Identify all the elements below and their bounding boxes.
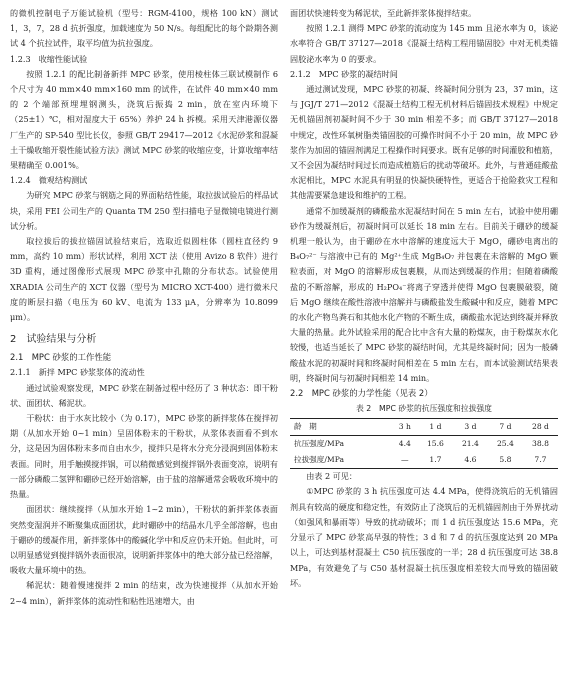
left-column	[10, 6, 278, 609]
table-cell: 21.4	[461, 439, 479, 449]
table-cell: 7.7	[534, 455, 547, 465]
paragraph: 稀泥状：随着慢速搅拌 2 min 的结束，改为快速搅拌（从加水开始 2~4 min），新拌浆体的流动性和粘性迅速增大，由	[10, 580, 278, 606]
paragraph: 按照 1.2.1 的配比制备新拌 MPC 砂浆，使用棱柱体三联试模制作 6 个尺寸为 40 mm×40 mm×160 mm 的试件，在试件 40 mm×40 mm 的 2 个端部预埋埋钢测头，浇筑后振捣 2 min，放在室内环境下（25±1）℃，相对湿度大于 65%）养护 24 h 拆模。采用天津港源仪器厂生产的 SP-540 型比长仪，参照 GB/T 29417—2012《水泥砂浆和混凝土干燥收缩开裂性能试验方法》测试 MPC 砂浆的收缩应变，计算收缩率结果精确至 0.001%。	[10, 68, 278, 171]
strength-table	[290, 418, 558, 469]
subsection-heading-2-1-2: 2.1.2 MPC 砂浆的凝结时间	[290, 68, 398, 79]
table-row	[290, 452, 558, 469]
table-header-cell: 28 d	[531, 422, 549, 432]
subsection-heading-1-2-3: 1.2.3 收缩性能试验	[10, 53, 88, 64]
paragraph: 由表 2 可见：	[306, 471, 357, 482]
table-caption: 表 2 MPC 砂浆的抗压强度和拉拔强度	[356, 404, 492, 414]
table-cell: —	[401, 455, 409, 465]
table-header-row	[290, 419, 558, 436]
right-column	[290, 6, 558, 591]
paragraph: 为研究 MPC 砂浆与钢筋之间的界面粘结性能，取拉拔试验后的样品试块，采用 FEI 公司生产的 Quanta TM 250 型扫描电子显微镜电镜进行测试分析。	[10, 190, 278, 231]
table-cell: 15.6	[426, 439, 444, 449]
paragraph: 的微机控制电子万能试验机（型号：RGM-4100，规格 100 kN）测试 1，3，7，28 d 抗折强度，加载速度为 50 N/s。每组配比的每个龄期各测试 4 个抗拉试件，取平均值为抗拉强度。	[10, 8, 278, 49]
table-cell: 1.7	[429, 455, 442, 465]
paragraph: 干粉状：由于水灰比较小（为 0.17），MPC 砂浆的新拌浆体在搅拌初期（从加水开始 0~1 min）呈固体粉末的干粉状，从浆体表面看不到水分，这是因为固体粉末多而自由水少，搅拌只是将水分充分浸润到固体粉末表面。同时，用手触摸搅拌锅，可以稍微感觉到搅拌锅外表面变凉，说明有一部分磷酸二氢钾和硼砂已经开始溶解，由于盐的溶解通常会吸收环境中的热量。	[10, 413, 278, 500]
paragraph: 通过测试发现，MPC 砂浆的初凝、终凝时间分别为 23，37 min，这与 JGJ/T 271—2012《混凝土结构工程无机材料后锚固技术规程》中规定无机锚固剂初凝时间不少于 30 min 相差不多；而 GB/T 37127—2018 中规定，改性环氧树脂类锚固胶的可操作时间不小于 20 min，故 MPC 砂浆作为加固的锚固剂满足工程操作时间要求。既有足够的时间灌胶和植筋，又不会因为凝结时间过长而造成植筋后的扰动等破坏。此外，与普通硅酸盐水泥相比，MPC 水泥具有明显的快凝快硬特性，更适合于抢险救灾工程和其他需要紧急建设和维护的工程。	[290, 84, 558, 201]
table-cell: 38.8	[532, 439, 549, 449]
table-header-cell: 龄 期	[294, 422, 317, 432]
paragraph: 面团状快速转变为稀泥状，至此新拌浆体搅拌结束。	[290, 8, 477, 18]
paragraph: 面团状：继续搅拌（从加水开始 1~2 min），干粉状的新拌浆体表面突然变湿润并不断聚集成面团状，此时硼砂中的结晶水几乎全部溶解，也由于硼砂的缓凝作用，新拌浆体中的酸碱化学中和反应仍未开始。但此时，可以明显感觉到搅拌锅外表面很凉，说明新拌浆体中的绝大部分盐已经溶解，吸收大量环境中的热。	[10, 504, 278, 576]
table-cell: 5.8	[499, 455, 512, 465]
table-header-cell: 3 h	[398, 422, 411, 432]
table-cell: 4.4	[398, 439, 411, 449]
table-cell: 拉拔强度/MPa	[294, 455, 345, 465]
subsection-heading-2-1-1: 2.1.1 新拌 MPC 砂浆浆体的流动性	[10, 367, 145, 378]
table-row	[290, 436, 558, 453]
table-cell: 4.6	[464, 455, 477, 465]
table-header-cell: 7 d	[499, 422, 512, 432]
table-cell: 抗压强度/MPa	[294, 439, 345, 449]
paragraph: 通过试验观察发现，MPC 砂浆在制备过程中经历了 3 种状态：即干粉状、面团状、稀泥状。	[10, 382, 278, 408]
paragraph: ①MPC 砂浆的 3 h 抗压强度可达 4.4 MPa，使得浇筑后的无机锚固剂具有较高的硬度和稳定性，有效防止了浇筑后的无机锚固剂由于外界扰动（如强风和暴雨等）导致的扰动破坏；而 1 d 抗压强度达 15.6 MPa，充分显示了 MPC 砂浆高早强的特性；3 d 和 7 d 的抗压强度达到 20 MPa 以上，可达到基材混凝土 C50 抗压强度的一半；28 d 抗压强度可达 38.8 MPa，有效避免了与 C50 基材混凝土抗压强度相差较大而导致的锚固破坏。	[290, 486, 558, 588]
section-heading-2: 2 试验结果与分析	[10, 334, 97, 346]
subsection-heading-1-2-4: 1.2.4 微观结构测试	[10, 175, 88, 186]
table-cell: 25.4	[496, 439, 514, 449]
table-header-cell: 1 d	[429, 422, 442, 432]
paragraph: 通常不加缓凝剂的磷酸盐水泥凝结时间在 5 min 左右，试验中使用硼砂作为缓凝剂后，初凝时间可以延长 18 min 左右。目前关于硼砂的缓凝机理一般认为，由于硼砂在水中溶解的速度远大于 MgO，硼砂电离出的 B₄O₇²⁻ 与溶液中已有的 Mg²⁺生成 MgB₄O₇ 并包裹在未溶解的 MgO 颗粒表面，对 MgO 的溶解形成包裹膜，从而达到缓凝的作用；但随着磷酸盐的不断溶解，形成的 H₂PO₄⁻将离子穿透并使得 MgO 包裹膜破裂，随后 MgO 继续在酸性溶液中溶解并与磷酸盐发生酸碱中和反应，随着 MPC 的水化产物鸟粪石和其他水化产物的不断生成，磷酸盐水泥达到终凝并释放大量的热量。此外试验采用的配合比中含有大量的粉煤灰，由于粉煤灰水化较慢，也适当延长了 MPC 砂浆的凝结时间，尤其是终凝时间；因为一般磷酸盐水泥的初凝时间和终凝时间相差在 5 min 左右，而本试验测试结果表明，终凝时间与初凝时间相差 14 min。	[290, 205, 558, 383]
paragraph: 按照 1.2.1 测得 MPC 砂浆的流动度为 145 mm 且泌水率为 0，该泌水率符合 GB/T 37127—2018《混凝土结构工程用锚固胶》中对无机类锚固胶泌水率为 0 的要求。	[290, 23, 558, 64]
subsection-heading-2-2: 2.2 MPC 砂浆的力学性能（见表 2）	[290, 388, 433, 399]
table-header-cell: 3 d	[464, 422, 477, 432]
paragraph: 取拉拔后的拔拉锚固试验结束后，选取近似圆柱体（圆柱直径约 9 mm，高约 10 mm）形状试样，利用 XCT 法（使用 Avizo 8 软件）进行 3D 重构，通过图像形式展现 MPC 砂浆中孔隙的分布状态。试验使用 XRADIA 公司生产的 XCT 仪器（型号为 MICRO XCT-400）进行微米尺度的断层扫描（电压为 60 kV、电流为 133 μA，分辨率为 10.8099 μm）。	[10, 236, 278, 323]
subsection-heading-2-1: 2.1 MPC 砂浆的工作性能	[10, 352, 112, 363]
